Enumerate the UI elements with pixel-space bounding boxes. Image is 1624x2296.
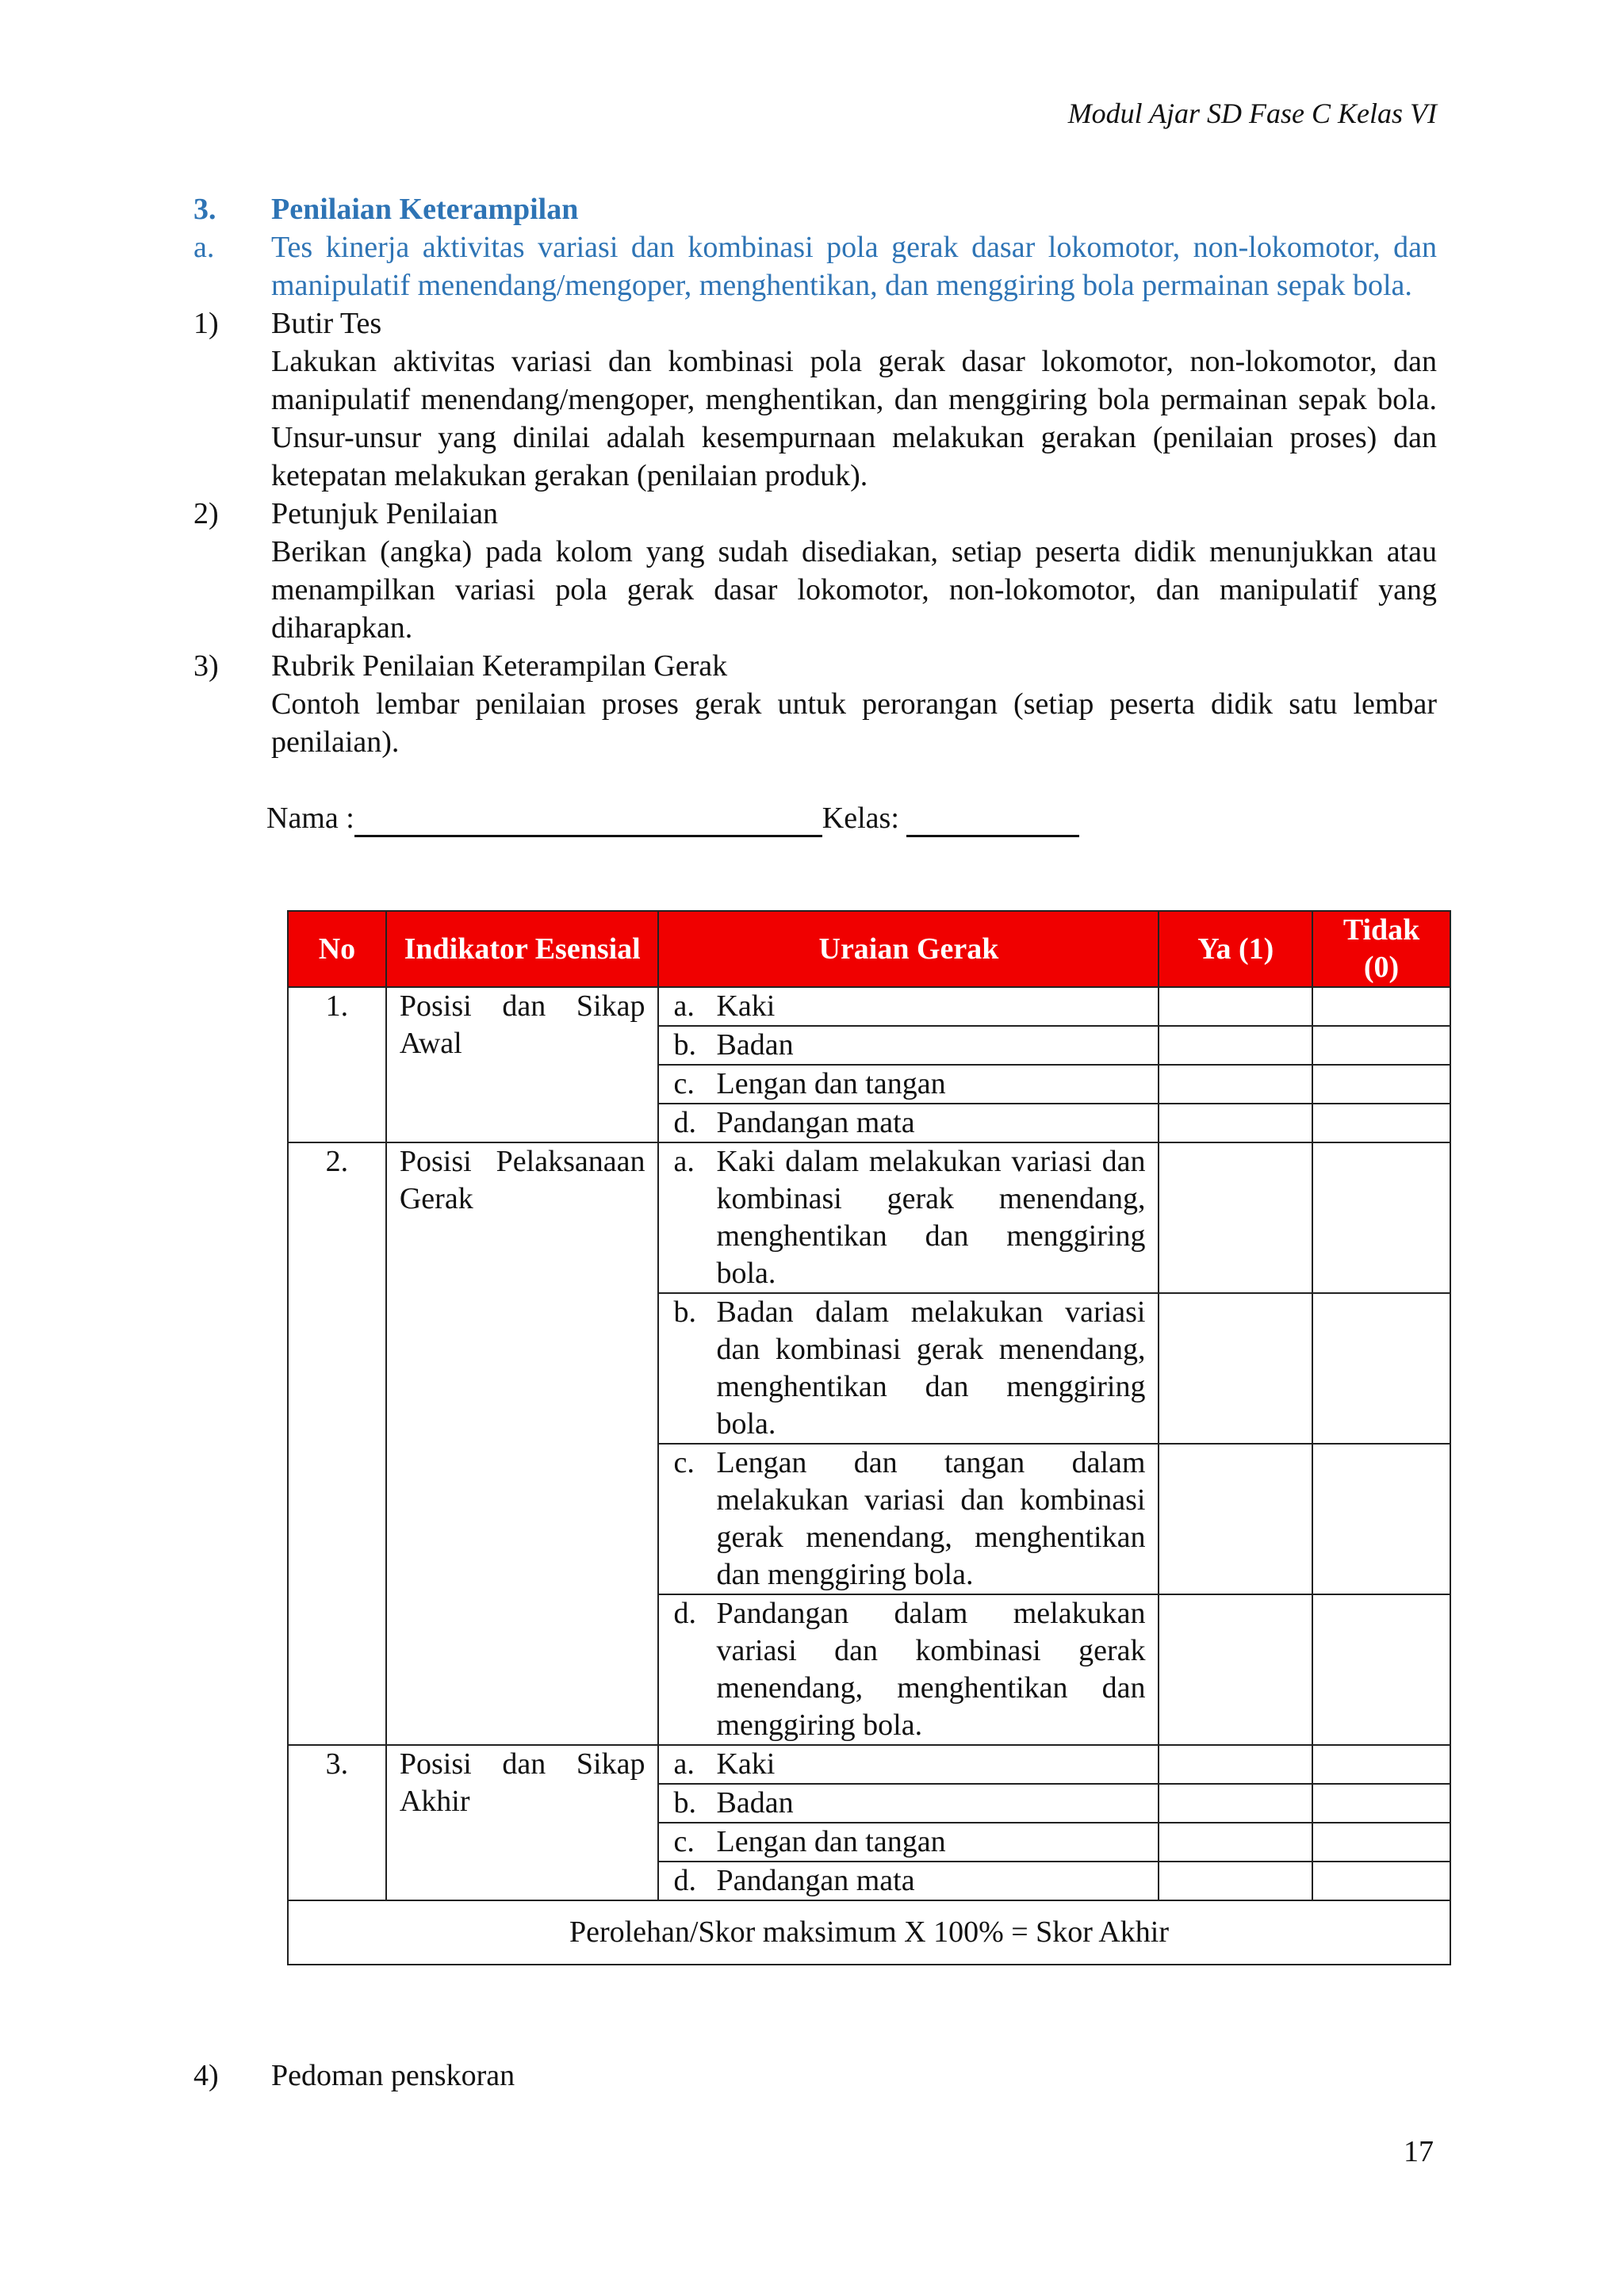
ya-cell[interactable] xyxy=(1159,1823,1312,1862)
uraian-letter: c. xyxy=(673,1446,695,1479)
uraian-letter: d. xyxy=(673,1106,696,1139)
item-mark: 4) xyxy=(193,2059,219,2092)
header-no: No xyxy=(288,911,386,987)
tidak-cell[interactable] xyxy=(1312,1823,1450,1862)
uraian-letter: c. xyxy=(673,1067,695,1100)
uraian-cell xyxy=(658,1293,1159,1444)
uraian-text: Lengan dan tangan xyxy=(716,1825,946,1858)
item-title: Pedoman penskoran xyxy=(271,2059,515,2092)
uraian-cell xyxy=(658,1594,1159,1745)
header-ya: Ya (1) xyxy=(1159,911,1312,987)
uraian-text: Kaki dalam melakukan variasi dan kombinasi gerak menendang, menghentikan dan menggiring bola. xyxy=(716,1145,1146,1290)
table-row xyxy=(288,1745,1450,1784)
indikator-cell: Posisi dan Sikap Awal xyxy=(386,987,659,1142)
ya-cell[interactable] xyxy=(1159,1444,1312,1594)
item-mark: 2) xyxy=(193,497,219,530)
tidak-cell[interactable] xyxy=(1312,987,1450,1026)
item-mark: 1) xyxy=(193,307,219,340)
row-number: 3. xyxy=(288,1745,386,1900)
uraian-text: Pandangan mata xyxy=(716,1106,915,1139)
tidak-cell[interactable] xyxy=(1312,1745,1450,1784)
tidak-cell[interactable] xyxy=(1312,1444,1450,1594)
table-row xyxy=(288,1142,1450,1293)
uraian-text: Badan xyxy=(716,1028,794,1062)
uraian-text: Badan xyxy=(716,1786,794,1820)
ya-cell[interactable] xyxy=(1159,1862,1312,1900)
item-text: Lakukan aktivitas variasi dan kombinasi pola gerak dasar lokomotor, non-lokomotor, dan manipulatif menendang/mengoper, menghentikan, dan menggiring bola permainan sepak bola. Unsur-unsur yang dinilai adalah kesempurnaan melakukan gerakan (penilaian proses) dan ketepatan melakukan gerakan (penilaian produk). xyxy=(271,345,1437,492)
item-text: Berikan (angka) pada kolom yang sudah disediakan, setiap peserta didik menunjukkan atau menampilkan variasi pola gerak dasar lokomotor, non-lokomotor, dan manipulatif yang diharapkan. xyxy=(271,535,1437,645)
header-indikator: Indikator Esensial xyxy=(386,911,659,987)
name-class-form xyxy=(266,799,1437,837)
ya-cell[interactable] xyxy=(1159,1104,1312,1142)
uraian-text: Badan dalam melakukan variasi dan kombinasi gerak menendang, menghentikan dan menggiring bola. xyxy=(716,1295,1146,1441)
uraian-cell xyxy=(658,1862,1159,1900)
tidak-cell[interactable] xyxy=(1312,1594,1450,1745)
uraian-cell xyxy=(658,1444,1159,1594)
tidak-cell[interactable] xyxy=(1312,1142,1450,1293)
uraian-letter: a. xyxy=(673,989,695,1023)
sub-a-mark: a. xyxy=(193,231,215,264)
item-title: Rubrik Penilaian Keterampilan Gerak xyxy=(271,649,728,683)
uraian-cell xyxy=(658,1142,1159,1293)
uraian-letter: c. xyxy=(673,1825,695,1858)
nama-blank[interactable] xyxy=(354,805,822,837)
table-row xyxy=(288,987,1450,1026)
uraian-cell xyxy=(658,1065,1159,1104)
uraian-letter: b. xyxy=(673,1028,696,1062)
sub-a xyxy=(193,228,1437,304)
tidak-cell[interactable] xyxy=(1312,1026,1450,1065)
uraian-cell xyxy=(658,1026,1159,1065)
tidak-cell[interactable] xyxy=(1312,1293,1450,1444)
section-title: Penilaian Keterampilan xyxy=(271,193,579,226)
section-number: 3. xyxy=(193,193,216,226)
kelas-blank[interactable] xyxy=(906,805,1079,837)
uraian-letter: d. xyxy=(673,1597,696,1630)
uraian-text: Pandangan mata xyxy=(716,1864,915,1897)
kelas-label: Kelas: xyxy=(822,802,907,835)
tidak-cell[interactable] xyxy=(1312,1104,1450,1142)
running-header: Modul Ajar SD Fase C Kelas VI xyxy=(1067,98,1437,129)
row-number: 1. xyxy=(288,987,386,1142)
section-heading xyxy=(193,190,1437,228)
uraian-text: Lengan dan tangan dalam melakukan variasi dan kombinasi gerak menendang, menghentikan dan menggiring bola. xyxy=(716,1446,1146,1591)
uraian-text: Pandangan dalam melakukan variasi dan kombinasi gerak menendang, menghentikan dan menggiring bola. xyxy=(716,1597,1146,1742)
assessment-table xyxy=(287,910,1451,1965)
header-uraian: Uraian Gerak xyxy=(658,911,1159,987)
content xyxy=(193,190,1437,837)
uraian-cell xyxy=(658,1823,1159,1862)
item-1 xyxy=(193,304,1437,495)
header-tidak: Tidak (0) xyxy=(1312,911,1450,987)
uraian-letter: b. xyxy=(673,1295,696,1329)
uraian-letter: d. xyxy=(673,1864,696,1897)
uraian-text: Kaki xyxy=(716,1747,776,1781)
tidak-cell[interactable] xyxy=(1312,1784,1450,1823)
page-number: 17 xyxy=(1404,2135,1434,2168)
score-formula: Perolehan/Skor maksimum X 100% = Skor Akhir xyxy=(288,1900,1450,1965)
item-title: Petunjuk Penilaian xyxy=(271,497,499,530)
uraian-text: Lengan dan tangan xyxy=(716,1067,946,1100)
uraian-cell xyxy=(658,1784,1159,1823)
table-body xyxy=(288,987,1450,1900)
ya-cell[interactable] xyxy=(1159,1026,1312,1065)
sub-a-text: Tes kinerja aktivitas variasi dan kombinasi pola gerak dasar lokomotor, non-lokomotor, dan manipulatif menendang/mengoper, menghentikan, dan menggiring bola permainan sepak bola. xyxy=(271,231,1437,302)
uraian-cell xyxy=(658,987,1159,1026)
item-text: Contoh lembar penilaian proses gerak untuk perorangan (setiap peserta didik satu lembar penilaian). xyxy=(271,687,1437,759)
ya-cell[interactable] xyxy=(1159,1745,1312,1784)
uraian-cell xyxy=(658,1104,1159,1142)
tidak-cell[interactable] xyxy=(1312,1065,1450,1104)
ya-cell[interactable] xyxy=(1159,987,1312,1026)
row-number: 2. xyxy=(288,1142,386,1745)
item-3 xyxy=(193,647,1437,761)
tidak-cell[interactable] xyxy=(1312,1862,1450,1900)
item-4 xyxy=(193,2058,515,2093)
uraian-text: Kaki xyxy=(716,989,776,1023)
ya-cell[interactable] xyxy=(1159,1784,1312,1823)
uraian-cell xyxy=(658,1745,1159,1784)
ya-cell[interactable] xyxy=(1159,1594,1312,1745)
indikator-cell: Posisi Pelaksanaan Gerak xyxy=(386,1142,659,1745)
uraian-letter: a. xyxy=(673,1747,695,1781)
ya-cell[interactable] xyxy=(1159,1293,1312,1444)
item-title: Butir Tes xyxy=(271,307,382,340)
nama-label: Nama : xyxy=(266,802,354,835)
indikator-cell: Posisi dan Sikap Akhir xyxy=(386,1745,659,1900)
item-2 xyxy=(193,495,1437,647)
uraian-letter: b. xyxy=(673,1786,696,1820)
ya-cell[interactable] xyxy=(1159,1142,1312,1293)
ya-cell[interactable] xyxy=(1159,1065,1312,1104)
item-mark: 3) xyxy=(193,649,219,683)
uraian-letter: a. xyxy=(673,1145,695,1178)
